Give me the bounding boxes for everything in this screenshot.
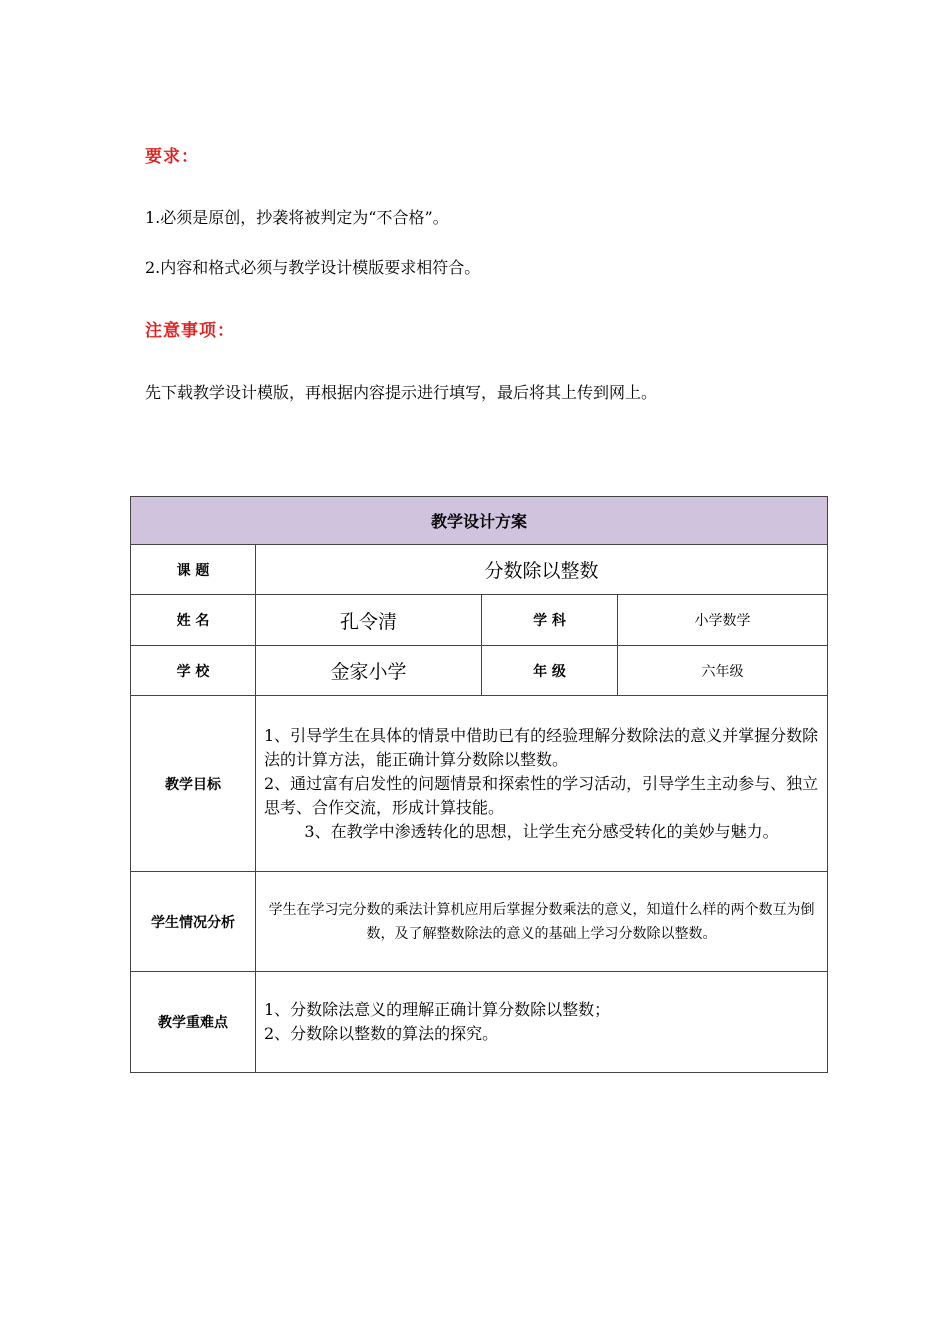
subject-value: 小学数学: [618, 595, 828, 646]
subject-label: 学 科: [482, 595, 618, 646]
goal-item-1: 1、引导学生在具体的情景中借助已有的经验理解分数除法的意义并掌握分数除法的计算方法，能正确计算分数除以整数。: [264, 725, 819, 769]
notes-text: 先下载教学设计模版，再根据内容提示进行填写，最后将其上传到网上。: [145, 383, 658, 402]
school-label: 学 校: [131, 646, 256, 696]
goal-item-2: 2、通过富有启发性的问题情景和探索性的学习活动，引导学生主动参与、独立思考、合作交流，形成计算技能。: [264, 773, 819, 817]
topic-value: 分数除以整数: [256, 545, 828, 595]
analysis-label: 学生情况分析: [131, 872, 256, 972]
requirements-heading: 要求：: [145, 147, 199, 167]
school-value: 金家小学: [256, 646, 482, 696]
requirement-item-2: 2.内容和格式必须与教学设计模版要求相符合。: [145, 258, 481, 277]
name-value: 孔令清: [256, 595, 482, 646]
topic-label: 课 题: [131, 545, 256, 595]
goals-label: 教学目标: [131, 696, 256, 872]
requirement-item-1: 1.必须是原创，抄袭将被判定为“不合格”。: [145, 208, 449, 227]
goals-cell: [256, 696, 828, 872]
goal-item-3: 3、在教学中渗透转化的思想，让学生充分感受转化的美妙与魅力。: [304, 821, 779, 841]
teaching-plan-table: [130, 496, 828, 1073]
difficulty-item-1: 1、分数除法意义的理解正确计算分数除以整数；: [264, 1000, 611, 1019]
analysis-text: 学生在学习完分数的乘法计算机应用后掌握分数乘法的意义，知道什么样的两个数互为倒数，及了解整数除法的意义的基础上学习分数除以整数。: [256, 872, 828, 972]
grade-label: 年 级: [482, 646, 618, 696]
name-label: 姓 名: [131, 595, 256, 646]
difficulty-label: 教学重难点: [131, 972, 256, 1073]
grade-value: 六年级: [618, 646, 828, 696]
difficulty-cell: [256, 972, 828, 1073]
notes-heading: 注意事项：: [145, 321, 235, 341]
difficulty-item-2: 2、分数除以整数的算法的探究。: [264, 1024, 499, 1043]
table-title: 教学设计方案: [131, 497, 828, 545]
